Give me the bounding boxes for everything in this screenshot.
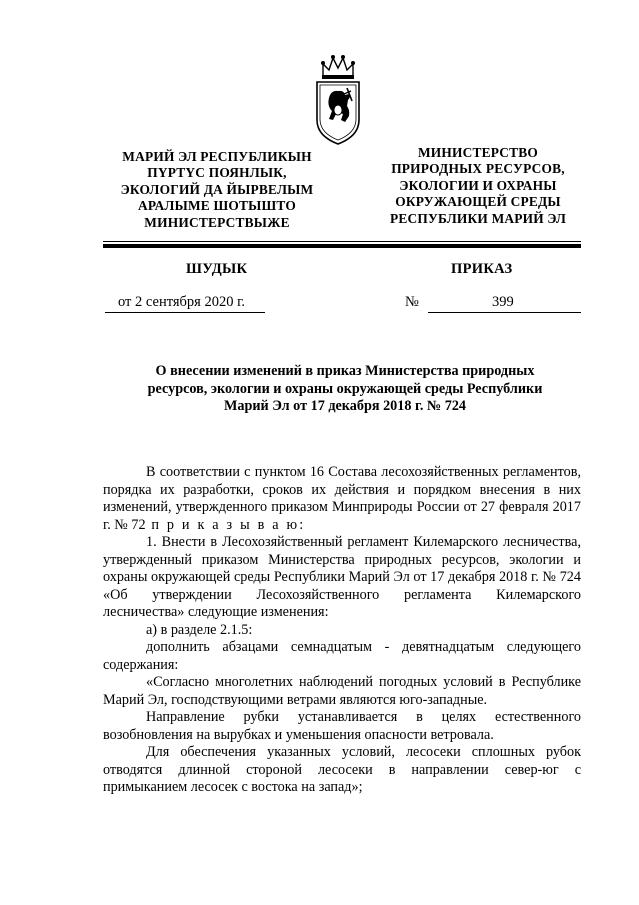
order-number-field	[428, 292, 581, 313]
ministry-name-mari	[98, 149, 336, 231]
coat-of-arms-icon	[311, 54, 365, 146]
doc-type-russian: ПРИКАЗ	[451, 261, 513, 277]
paragraph-quote-1: «Согласно многолетних наблюдений погодных условий в Республике Марий Эл, господствующими ветрами являются юго-западные.	[103, 674, 581, 708]
paragraph-addition: дополнить абзацами семнадцатым - девятнадцатым следующего содержания:	[103, 639, 581, 673]
doc-type-mari: ШУДЫК	[186, 261, 248, 277]
ministry-name-russian-line: ЭКОЛОГИИ И ОХРАНЫ	[399, 177, 557, 193]
ministry-name-russian-line: РЕСПУБЛИКИ МАРИЙ ЭЛ	[389, 210, 567, 226]
document-title-line: ресурсов, экологии и охраны окружающей среды Республики	[147, 380, 543, 397]
ministry-name-mari-line: МАРИЙ ЭЛ РЕСПУБЛИКЫН	[122, 149, 312, 164]
ministry-name-russian-line: МИНИСТЕРСТВО	[417, 145, 539, 160]
number-sign: №	[405, 294, 419, 310]
paragraph-quote-2: Направление рубки устанавливается в целях естественного возобновления на вырубках и уменьшения опасности ветровала.	[103, 709, 581, 743]
document-title-line: Марий Эл от 17 декабря 2018 г. № 724	[223, 398, 467, 414]
order-date: от 2 сентября 2020 г.	[118, 294, 246, 310]
preamble-text: В соответствии с пунктом 16 Состава лесохозяйственных регламентов, порядка их разработки, сроков их действия и порядком внесения в них изменений, утвержденного приказом Минприроды России от 27 февраля 2017 г. № 72	[103, 464, 581, 533]
ministry-name-mari-line: ЭКОЛОГИЙ ДА ЙЫРВЕЛЫМ	[120, 181, 314, 197]
header-divider-thick	[103, 244, 581, 248]
document-body	[103, 464, 581, 797]
ministry-name-russian-line: ПРИРОДНЫХ РЕСУРСОВ,	[391, 161, 565, 177]
ministry-name-russian-line: ОКРУЖАЮЩЕЙ СРЕДЫ	[395, 194, 561, 210]
document-title	[110, 363, 580, 416]
ministry-name-mari-line: ПҮРТҮС ПОЯНЛЫК,	[147, 165, 287, 181]
ministry-name-mari-line: АРАЛЫМЕ ШОТЫШТО	[138, 198, 296, 214]
paragraph-subitem-a: а) в разделе 2.1.5:	[146, 621, 253, 638]
order-verb: п р и к а з ы в а ю:	[145, 516, 306, 533]
document-title-line: О внесении изменений в приказ Министерства природных	[155, 363, 535, 379]
order-date-field	[105, 292, 265, 313]
paragraph-item-1: 1. Внести в Лесохозяйственный регламент Килемарского лесничества, утвержденный приказом Министерства природных ресурсов, экологии и охраны окружающей среды Республики Марий Эл от 17 декабря 2018 г. № 724 «Об утверждении Лесохозяйственного регламента Килемарского лесничества» следующие изменения:	[103, 534, 581, 620]
paragraph-preamble	[103, 464, 581, 534]
header-divider-thin	[103, 241, 581, 242]
ministry-name-russian	[372, 145, 584, 227]
paragraph-quote-3: Для обеспечения указанных условий, лесосеки сплошных рубок отводятся длинной стороной лесосеки в направлении север-юг с примыканием лесосек с востока на запад»;	[103, 744, 581, 795]
order-number: 399	[492, 294, 514, 310]
ministry-name-mari-line: МИНИСТЕРСТВЫЖЕ	[144, 214, 290, 230]
